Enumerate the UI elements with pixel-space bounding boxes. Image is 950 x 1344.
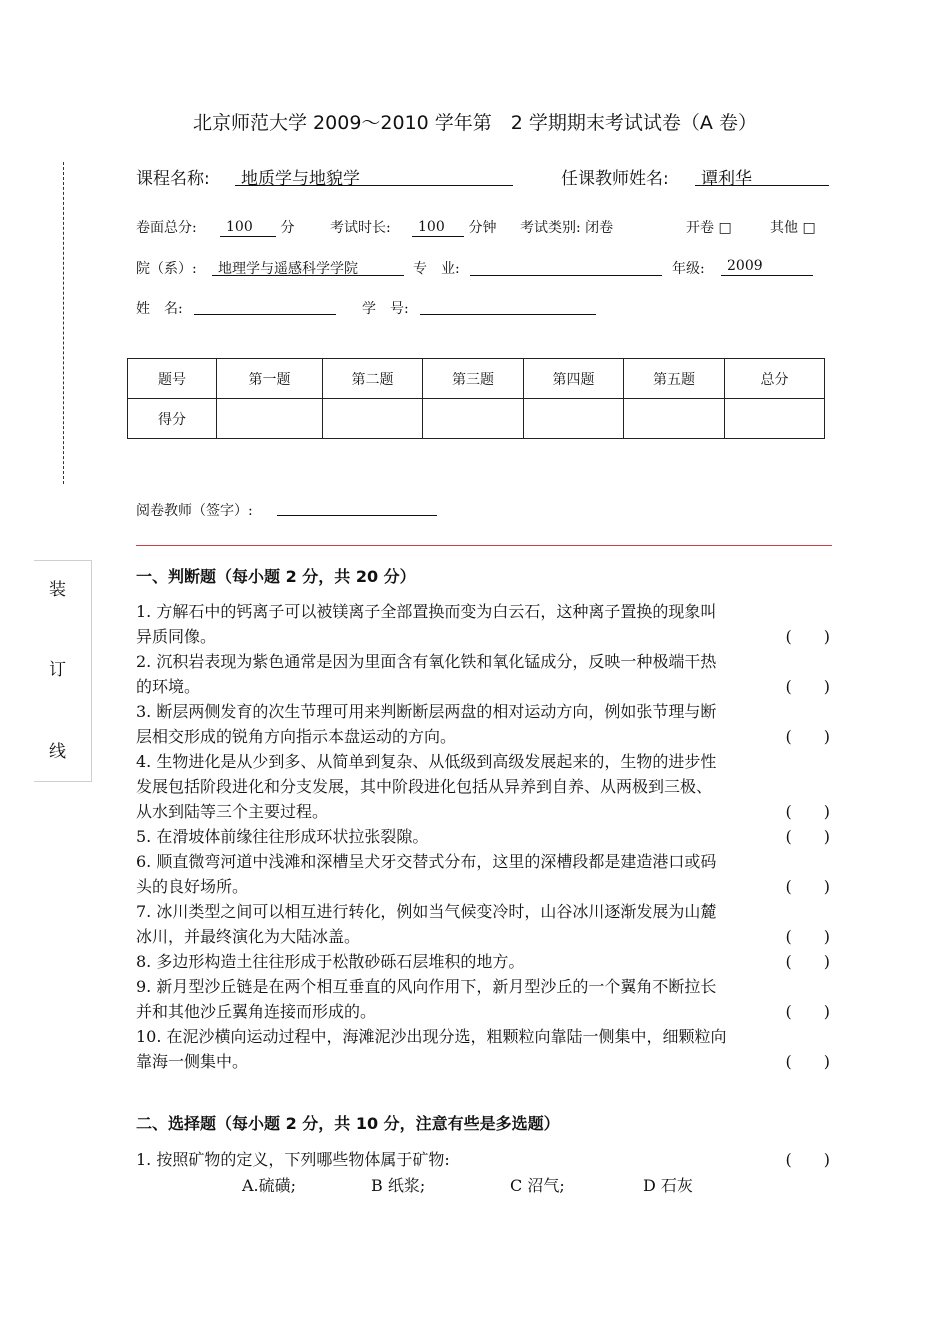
student-name-label: 姓 名: [136, 301, 183, 317]
other-checkbox[interactable]: 其他 □ [770, 220, 816, 236]
question-item [136, 849, 830, 899]
question-text: 发展包括阶段进化和分支发展，其中阶段进化包括从异养到自养、从两极到三极、 [136, 777, 713, 796]
score-row-label: 得分 [128, 399, 217, 439]
answer-paren[interactable]: ( ) [785, 877, 830, 896]
question-text: 5. 在滑坡体前缘往往形成环状拉张裂隙。 [136, 827, 429, 846]
score-header-cell: 题号 [128, 359, 217, 399]
score-cell[interactable] [423, 399, 524, 439]
score-header-cell: 总分 [725, 359, 825, 399]
question-item [136, 599, 830, 649]
question-line [136, 1024, 830, 1049]
major-wrap [470, 258, 662, 276]
exam-time-unit: 分钟 [468, 220, 497, 236]
question-line [136, 1049, 830, 1074]
question-line [136, 974, 830, 999]
score-cell[interactable] [323, 399, 423, 439]
score-cell[interactable] [624, 399, 725, 439]
answer-paren[interactable]: ( ) [785, 1150, 830, 1169]
question-line [136, 749, 830, 774]
total-score-label: 卷面总分: [136, 220, 197, 236]
score-table-score-row [128, 399, 825, 439]
score-cell[interactable] [217, 399, 323, 439]
binding-char-ding: 订 [49, 660, 66, 680]
answer-paren[interactable]: ( ) [785, 727, 830, 746]
total-score-unit: 分 [280, 220, 295, 236]
major-field[interactable] [470, 258, 662, 276]
section1-title: 一、判断题（每小题 2 分，共 20 分） [136, 567, 416, 586]
total-score-field[interactable]: 100 [220, 219, 276, 237]
question-item [136, 649, 830, 699]
question-text: 9. 新月型沙丘链是在两个相互垂直的风向作用下，新月型沙丘的一个翼角不断拉长 [136, 977, 717, 996]
question-text: 层相交形成的锐角方向指示本盘运动的方向。 [136, 727, 457, 746]
question-line [136, 674, 830, 699]
question-text: 从水到陆等三个主要过程。 [136, 802, 329, 821]
question-line [136, 849, 830, 874]
question-text: 10. 在泥沙横向运动过程中，海滩泥沙出现分选，粗颗粒向靠陆一侧集中，细颗粒向 [136, 1027, 727, 1046]
question-text: 的环境。 [136, 677, 201, 696]
question-text: 1. 按照矿物的定义，下列哪些物体属于矿物: [136, 1150, 450, 1169]
score-header-cell: 第五题 [624, 359, 725, 399]
question-item [136, 1024, 830, 1074]
option-b[interactable]: B 纸浆; [371, 1176, 426, 1195]
question-text: 2. 沉积岩表现为紫色通常是因为里面含有氧化铁和氧化锰成分，反映一种极端干热 [136, 652, 717, 671]
question-text: 1. 方解石中的钙离子可以被镁离子全部置换而变为白云石，这种离子置换的现象叫 [136, 602, 717, 621]
score-header-cell: 第一题 [217, 359, 323, 399]
question-text: 头的良好场所。 [136, 877, 249, 896]
score-table-header-row [128, 359, 825, 399]
grade-wrap [721, 258, 813, 276]
score-table [127, 358, 825, 439]
question-text: 6. 顺直微弯河道中浅滩和深槽呈犬牙交替式分布，这里的深槽段都是建造港口或码 [136, 852, 717, 871]
question-text: 靠海一侧集中。 [136, 1052, 249, 1071]
score-header-cell: 第二题 [323, 359, 423, 399]
answer-paren[interactable]: ( ) [785, 802, 830, 821]
open-book-checkbox[interactable]: 开卷 □ [686, 220, 732, 236]
question-text: 8. 多边形构造土往往形成于松散砂砾石层堆积的地方。 [136, 952, 525, 971]
section1-question-list [136, 599, 830, 1074]
teacher-name-label: 任课教师姓名: [561, 169, 669, 189]
score-cell[interactable] [725, 399, 825, 439]
answer-paren[interactable]: ( ) [785, 627, 830, 646]
question-line [136, 899, 830, 924]
answer-paren[interactable]: ( ) [785, 952, 830, 971]
exam-time-label: 考试时长: [330, 220, 391, 236]
question-line [136, 949, 830, 974]
answer-paren[interactable]: ( ) [785, 677, 830, 696]
answer-paren[interactable]: ( ) [785, 1052, 830, 1071]
question-item [136, 949, 830, 974]
exam-type-label: 考试类别: 闭卷 [520, 220, 614, 236]
department-label: 院（系）: [136, 261, 197, 277]
binding-dashed-line [63, 162, 64, 484]
section-divider [136, 545, 832, 546]
question-text: 4. 生物进化是从少到多、从简单到复杂、从低级到高级发展起来的，生物的进步性 [136, 752, 717, 771]
score-header-cell: 第三题 [423, 359, 524, 399]
question-line [136, 774, 830, 799]
section2-title: 二、选择题（每小题 2 分，共 10 分，注意有些是多选题） [136, 1114, 560, 1133]
exam-title: 北京师范大学 2009～2010 学年第 2 学期期末考试试卷（A 卷） [193, 112, 757, 134]
option-c[interactable]: C 沼气; [510, 1176, 565, 1195]
binding-char-zhuang: 装 [49, 580, 66, 600]
student-id-field[interactable] [420, 296, 596, 315]
grader-signature-field[interactable] [277, 497, 437, 516]
question-line [136, 699, 830, 724]
question-line [136, 924, 830, 949]
student-name-field[interactable] [194, 296, 336, 315]
course-name-field-wrap [235, 164, 513, 189]
question-line [136, 599, 830, 624]
question-item [136, 824, 830, 849]
question-line [136, 799, 830, 824]
department-wrap [212, 258, 404, 276]
option-d[interactable]: D 石灰 [643, 1176, 693, 1195]
teacher-name-field[interactable]: 谭利华 [695, 164, 829, 186]
question-line [136, 624, 830, 649]
question-text: 并和其他沙丘翼角连接而形成的。 [136, 1002, 377, 1021]
grader-label: 阅卷教师（签字）: [136, 503, 253, 519]
question-text: 3. 断层两侧发育的次生节理可用来判断断层两盘的相对运动方向，例如张节理与断 [136, 702, 717, 721]
answer-paren[interactable]: ( ) [785, 927, 830, 946]
question-line [136, 824, 830, 849]
question-line [136, 874, 830, 899]
major-label: 专 业: [413, 261, 460, 277]
score-header-cell: 第四题 [524, 359, 624, 399]
section2-question-1 [136, 1147, 830, 1172]
question-item [136, 974, 830, 1024]
exam-time-wrap [412, 217, 496, 237]
question-item [136, 699, 830, 749]
question-text: 异质同像。 [136, 627, 217, 646]
teacher-name-field-wrap [695, 164, 829, 189]
grade-label: 年级: [672, 261, 705, 277]
question-item [136, 749, 830, 824]
binding-char-xian: 线 [49, 742, 66, 762]
grade-field[interactable]: 2009 [721, 258, 813, 276]
course-name-label: 课程名称: [136, 169, 210, 189]
total-score-wrap [220, 217, 294, 237]
score-cell[interactable] [524, 399, 624, 439]
course-name-field[interactable]: 地质学与地貌学 [235, 164, 513, 186]
student-id-label: 学 号: [362, 301, 409, 317]
exam-time-field[interactable]: 100 [412, 219, 464, 237]
question-line [136, 724, 830, 749]
department-field[interactable]: 地理学与遥感科学学院 [212, 258, 404, 276]
binding-margin-box [34, 560, 92, 782]
question-text: 7. 冰川类型之间可以相互进行转化，例如当气候变冷时，山谷冰川逐渐发展为山麓 [136, 902, 717, 921]
question-item [136, 899, 830, 949]
question-line [136, 649, 830, 674]
answer-paren[interactable]: ( ) [785, 1002, 830, 1021]
question-line [136, 999, 830, 1024]
question-text: 冰川，并最终演化为大陆冰盖。 [136, 927, 361, 946]
answer-paren[interactable]: ( ) [785, 827, 830, 846]
option-a[interactable]: A.硫磺; [242, 1176, 297, 1195]
